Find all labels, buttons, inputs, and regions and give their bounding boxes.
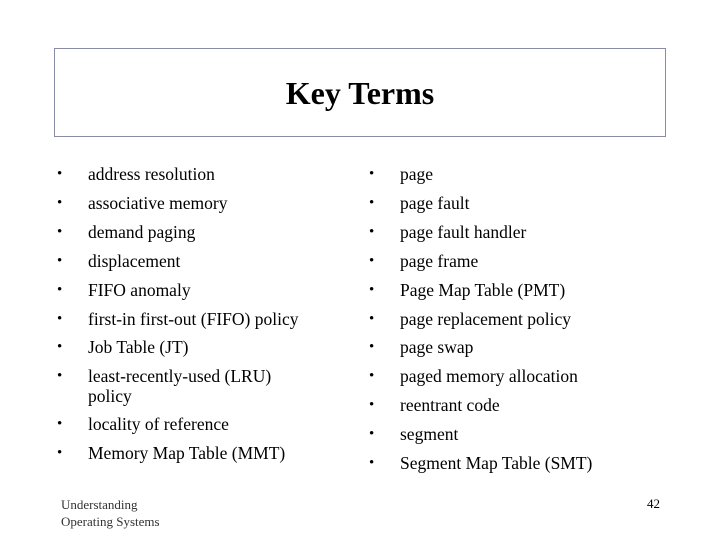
term-label: page replacement policy — [400, 308, 572, 329]
bullet-icon: • — [369, 223, 375, 240]
list-item — [369, 160, 669, 189]
list-item — [369, 247, 669, 276]
term-label: demand paging — [88, 221, 196, 242]
list-item — [369, 333, 669, 362]
list-item — [57, 189, 347, 218]
bullet-icon: • — [57, 194, 63, 211]
list-item — [369, 420, 669, 449]
bullet-icon: • — [57, 252, 63, 269]
bullet-icon: • — [369, 397, 375, 414]
term-label: associative memory — [88, 192, 228, 213]
list-item — [369, 449, 669, 478]
bullet-icon: • — [369, 281, 375, 298]
list-item — [57, 247, 347, 276]
list-item — [57, 439, 347, 468]
list-item — [57, 333, 347, 362]
bullet-icon: • — [57, 310, 63, 327]
bullet-icon: • — [57, 223, 63, 240]
term-label: Job Table (JT) — [88, 337, 189, 358]
term-label: page swap — [400, 337, 474, 358]
list-item — [369, 276, 669, 305]
footer-line-2: Operating Systems — [61, 514, 160, 529]
term-label: reentrant code — [400, 395, 500, 416]
bullet-icon: • — [57, 368, 63, 385]
bullet-icon: • — [57, 339, 63, 356]
title-box — [54, 48, 666, 137]
bullet-icon: • — [57, 416, 63, 433]
page-number: 42 — [647, 496, 660, 511]
bullet-icon: • — [369, 194, 375, 211]
term-label: segment — [400, 424, 459, 445]
list-item — [57, 276, 347, 305]
list-item — [369, 391, 669, 420]
bullet-icon: • — [57, 281, 63, 298]
list-item — [57, 160, 347, 189]
list-item — [369, 189, 669, 218]
bullet-icon: • — [369, 339, 375, 356]
list-item — [369, 218, 669, 247]
list-item — [57, 362, 347, 410]
term-label: Segment Map Table (SMT) — [400, 453, 593, 474]
bullet-icon: • — [57, 445, 63, 462]
bullet-icon: • — [369, 310, 375, 327]
bullet-icon: • — [369, 252, 375, 269]
footer-book-title — [61, 496, 160, 530]
bullet-icon: • — [57, 166, 63, 182]
bullet-icon: • — [369, 166, 375, 182]
bullet-icon: • — [369, 426, 375, 443]
bullet-icon: • — [369, 455, 375, 472]
term-label-continuation: policy — [88, 386, 132, 407]
list-item — [57, 410, 347, 439]
term-label: least-recently-used (LRU) — [88, 366, 272, 387]
list-item — [369, 362, 669, 391]
slide-title: Key Terms — [285, 74, 435, 111]
term-label: page fault — [400, 192, 470, 213]
list-item — [57, 218, 347, 247]
term-label: paged memory allocation — [400, 366, 578, 387]
term-label: Memory Map Table (MMT) — [88, 443, 286, 464]
bullet-icon: • — [369, 368, 375, 385]
footer-line-1: Understanding — [61, 497, 138, 512]
term-label: address resolution — [88, 164, 215, 184]
left-term-list — [57, 160, 347, 468]
right-term-list — [369, 160, 669, 478]
term-label: locality of reference — [88, 414, 229, 435]
term-label: first-in first-out (FIFO) policy — [88, 308, 299, 329]
list-item — [369, 305, 669, 334]
term-label: FIFO anomaly — [88, 279, 191, 300]
term-label: Page Map Table (PMT) — [400, 279, 566, 300]
term-label: displacement — [88, 250, 181, 271]
term-label: page fault handler — [400, 221, 527, 242]
term-label: page — [400, 164, 434, 184]
term-label: page frame — [400, 250, 479, 271]
list-item — [57, 305, 347, 334]
